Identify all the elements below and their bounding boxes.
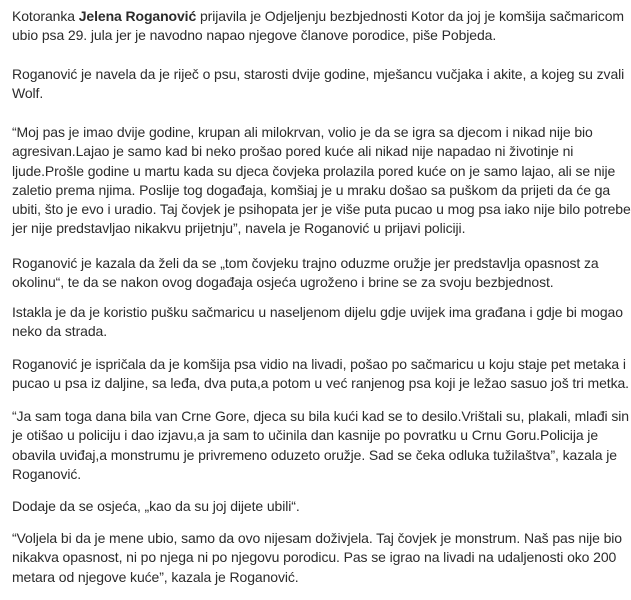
text-line: neko da strada. [12,323,108,340]
text-line: jer nije predstavljao nikakvu prijetnju”, navela je Roganović u prijavi policiji. [12,220,466,237]
text-line: agresivan.Lajao je samo kad bi neko prošao pored kuće ali nikad nije napadao ni životinje ni [12,143,574,160]
text-line: ubiti, što je evo i uradio. Taj čovjek je psihopata jer je više puta pucao u mog psa iako nije bilo potrebe [12,201,631,218]
text-line: nikakva opasnost, ni po njega ni po njegovu porodicu. Pas se igrao na livadi na udaljenosti oko 200 [12,549,617,566]
text-line: metara od njegove kuće”, kazala je Roganović. [12,568,299,585]
text-line: pucao u psa iz daljine, sa leđa, dva puta,a potom u već ranjenog psa koji je ležao sasuo još tri metka. [12,375,629,392]
text-line: obavila uviđaj,a monstrumu je privremeno oduzeto oružje. Sad se čeka odluka tužilaštva”, kazala je [12,446,617,463]
paragraph-6 [12,355,629,394]
text-line: ubio psa 29. jula jer je navodno napao njegove članove porodice, piše Pobjeda. [12,27,497,44]
text-line: je otišao u policiju i dao izjavu,a ja sam to učinila dan kasnije po povratku u Crnu Goru.Policija je [12,427,599,444]
paragraph-4 [12,254,599,293]
paragraph-8 [12,497,568,516]
paragraph-1 [12,7,624,46]
paragraph-2 [12,65,625,104]
text-line: Wolf. [12,85,44,102]
text-line: “Voljela bi da je mene ubio, samo da ovo nijesam doživjela. Taj čovjek je monstrum. Naš pas nije bio [12,530,622,546]
text-line: Dodaje da se osjeća, „kao da su joj dijete ubili“. [12,498,300,514]
text-line: Istakla je da je koristio pušku sačmaricu u naseljenom dijelu gdje uvijek ima građana i gdje bi mogao [12,304,623,320]
text-line: ljude.Prošle godine u martu kada su djeca čovjeka prolazila pored kuće on je samo lajao, ali se nije [12,162,616,179]
paragraph-5 [12,303,623,342]
paragraph-7 [12,407,629,484]
text-line: Roganović je kazala da želi da se „tom čovjeku trajno oduzme oružje jer predstavlja opasnost za [12,255,599,271]
text-line: “Moj pas je imao dvije godine, krupan ali milokrvan, volio je da se igra sa djecom i nikad nije bio [12,124,593,140]
text-line: zaletio prema njima. Poslije tog događaja, komšiaj je u mraku došao sa puškom da prijeti da će ga [12,181,611,198]
text-line: “Ja sam toga dana bila van Crne Gore, djeca su bila kući kad se to desilo.Vrištali su, plakali, mlađi sin [12,408,629,424]
person-name: Jelena Roganović [78,8,197,24]
text-line: Roganović je navela da je riječ o psu, starosti dvije godine, mješancu vučjaka i akite, a kojeg su zvali [12,66,625,82]
text-line: okolinu“, te da se nakon ovog događaja osjeća ugroženo i brine se za svoju bezbjednost. [12,274,554,291]
text-line: Roganović. [12,465,82,482]
text-line: Roganović je ispričala da je komšija psa vidio na livadi, pošao po sačmaricu u koju staje pet metaka i [12,356,626,372]
paragraph-3 [12,123,631,239]
paragraph-9 [12,529,622,587]
text-line: Kotoranka Jelena Roganović prijavila je Odjeljenju bezbjednosti Kotor da joj je komšija sačmaricom [12,8,624,24]
